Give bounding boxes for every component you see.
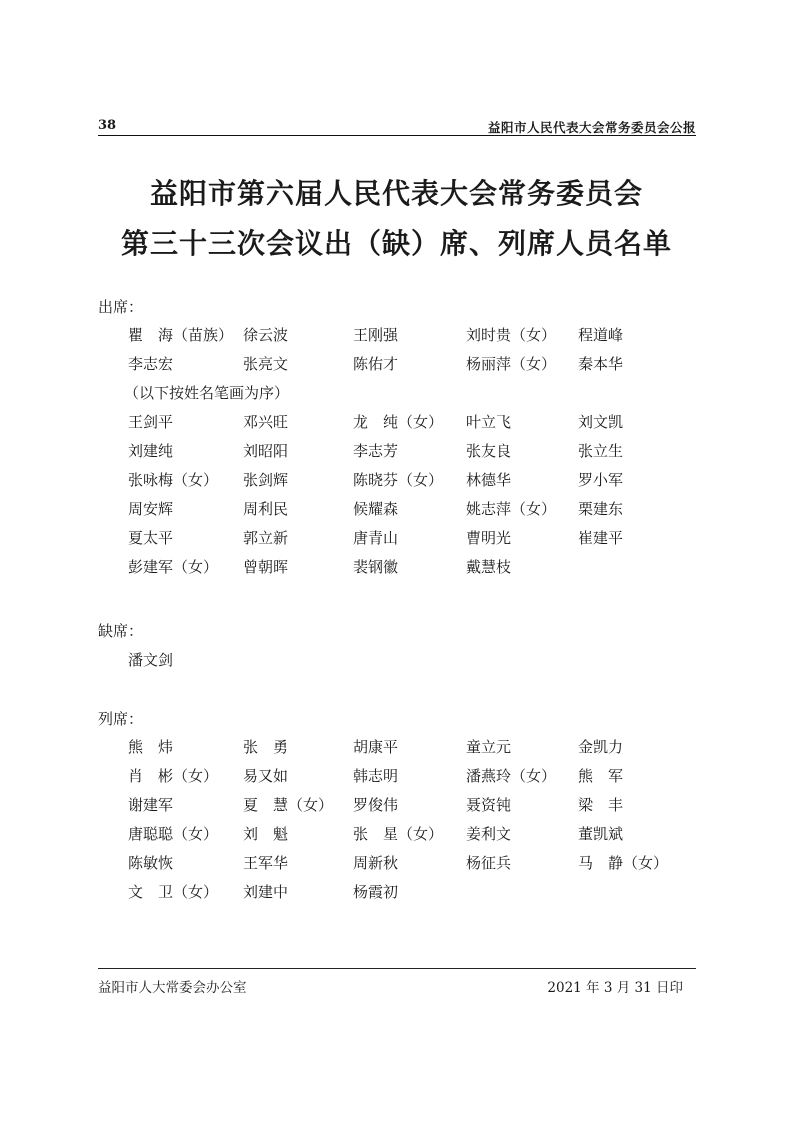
name-cell: 邓兴旺	[243, 413, 289, 431]
name-cell: 崔建平	[578, 529, 624, 547]
name-cell: 裴钢徽	[353, 558, 399, 576]
name-cell: 易又如	[243, 767, 289, 785]
name-cell: 杨丽萍（女）	[466, 355, 557, 373]
name-cell: 肖 彬（女）	[128, 767, 219, 785]
name-cell: 姚志萍（女）	[466, 500, 557, 518]
name-cell: 张友良	[466, 442, 512, 460]
name-row	[128, 881, 688, 903]
name-cell: 郭立新	[243, 529, 289, 547]
name-cell: 夏 慧（女）	[243, 796, 334, 814]
name-row	[128, 765, 688, 787]
name-row	[128, 324, 688, 346]
journal-name: 益阳市人民代表大会常务委员会公报	[487, 120, 696, 135]
name-cell: 熊 军	[578, 767, 624, 785]
name-cell: 徐云波	[243, 326, 289, 344]
name-cell: 李志宏	[128, 355, 174, 373]
nonvoting-label: 列席：	[98, 710, 144, 728]
name-cell: 夏太平	[128, 529, 174, 547]
absent-label: 缺席：	[98, 622, 144, 640]
name-cell: 杨霞初	[353, 883, 399, 901]
name-row	[128, 527, 688, 549]
name-cell: 董凯斌	[578, 825, 624, 843]
footer-divider	[98, 968, 696, 969]
document-title-line-2: 第三十三次会议出（缺）席、列席人员名单	[120, 227, 672, 260]
ordering-note: （以下按姓名笔画为序）	[124, 384, 290, 402]
name-cell: 栗建东	[578, 500, 624, 518]
name-cell: 杨征兵	[466, 854, 512, 872]
name-row	[128, 498, 688, 520]
name-cell: 张咏梅（女）	[128, 471, 219, 489]
name-cell: 戴慧枝	[466, 558, 512, 576]
attendance-label: 出席：	[98, 298, 144, 316]
name-cell: 张 星（女）	[353, 825, 444, 843]
name-cell: 熊 炜	[128, 738, 174, 756]
name-cell: 陈晓芬（女）	[353, 471, 444, 489]
name-cell: 金凯力	[578, 738, 624, 756]
name-cell: 唐青山	[353, 529, 399, 547]
name-cell: 刘时贵（女）	[466, 326, 557, 344]
name-cell: 梁 丰	[578, 796, 624, 814]
name-cell: 姜利文	[466, 825, 512, 843]
name-row	[128, 852, 688, 874]
name-cell: 韩志明	[353, 767, 399, 785]
name-cell: 曹明光	[466, 529, 512, 547]
page-header	[98, 118, 696, 134]
name-cell: 张亮文	[243, 355, 289, 373]
name-cell: 文 卫（女）	[128, 883, 219, 901]
name-cell: 候耀森	[353, 500, 399, 518]
name-cell: 王剑平	[128, 413, 174, 431]
name-cell: 刘 魁	[243, 825, 289, 843]
name-cell: 曾朝晖	[243, 558, 289, 576]
name-cell: 刘昭阳	[243, 442, 289, 460]
name-cell: 王军华	[243, 854, 289, 872]
name-cell: 王刚强	[353, 326, 399, 344]
name-cell: 彭建军（女）	[128, 558, 219, 576]
name-cell: 唐聪聪（女）	[128, 825, 219, 843]
name-cell: 龙 纯（女）	[353, 413, 444, 431]
name-cell: 周安辉	[128, 500, 174, 518]
name-cell: 陈敏恢	[128, 854, 174, 872]
name-cell: 张剑辉	[243, 471, 289, 489]
name-cell: 程道峰	[578, 326, 624, 344]
name-cell: 李志芳	[353, 442, 399, 460]
name-row	[128, 823, 688, 845]
name-cell: 张 勇	[243, 738, 289, 756]
name-row	[128, 556, 688, 578]
name-cell: 秦本华	[578, 355, 624, 373]
name-cell: 罗俊伟	[353, 796, 399, 814]
name-row	[128, 353, 688, 375]
name-cell: 谢建军	[128, 796, 174, 814]
name-cell: 林德华	[466, 471, 512, 489]
name-cell: 胡康平	[353, 738, 399, 756]
name-cell: 聂资钝	[466, 796, 512, 814]
name-cell: 马 静（女）	[578, 854, 669, 872]
name-cell: 刘建纯	[128, 442, 174, 460]
name-cell: 瞿 海（苗族）	[128, 326, 234, 344]
name-row	[128, 794, 688, 816]
name-row	[128, 440, 688, 462]
name-cell: 陈佑才	[353, 355, 399, 373]
name-cell: 刘文凯	[578, 413, 624, 431]
name-cell: 叶立飞	[466, 413, 512, 431]
absent-row	[128, 649, 688, 671]
name-cell: 童立元	[466, 738, 512, 756]
name-cell: 周利民	[243, 500, 289, 518]
document-title-line-1: 益阳市第六届人民代表大会常务委员会	[149, 177, 643, 210]
name-cell: 周新秋	[353, 854, 399, 872]
name-row	[128, 736, 688, 758]
name-cell: 张立生	[578, 442, 624, 460]
name-cell: 罗小军	[578, 471, 624, 489]
print-date: 2021 年 3 月 31 日印	[547, 980, 683, 996]
name-cell: 潘燕玲（女）	[466, 767, 557, 785]
name-cell: 刘建中	[243, 883, 289, 901]
name-row	[128, 411, 688, 433]
page-number: 38	[98, 118, 117, 133]
issuer-text: 益阳市人大常委会办公室	[98, 980, 247, 996]
header-divider	[98, 135, 696, 136]
name-cell: 潘文剑	[128, 651, 174, 669]
name-row	[128, 469, 688, 491]
